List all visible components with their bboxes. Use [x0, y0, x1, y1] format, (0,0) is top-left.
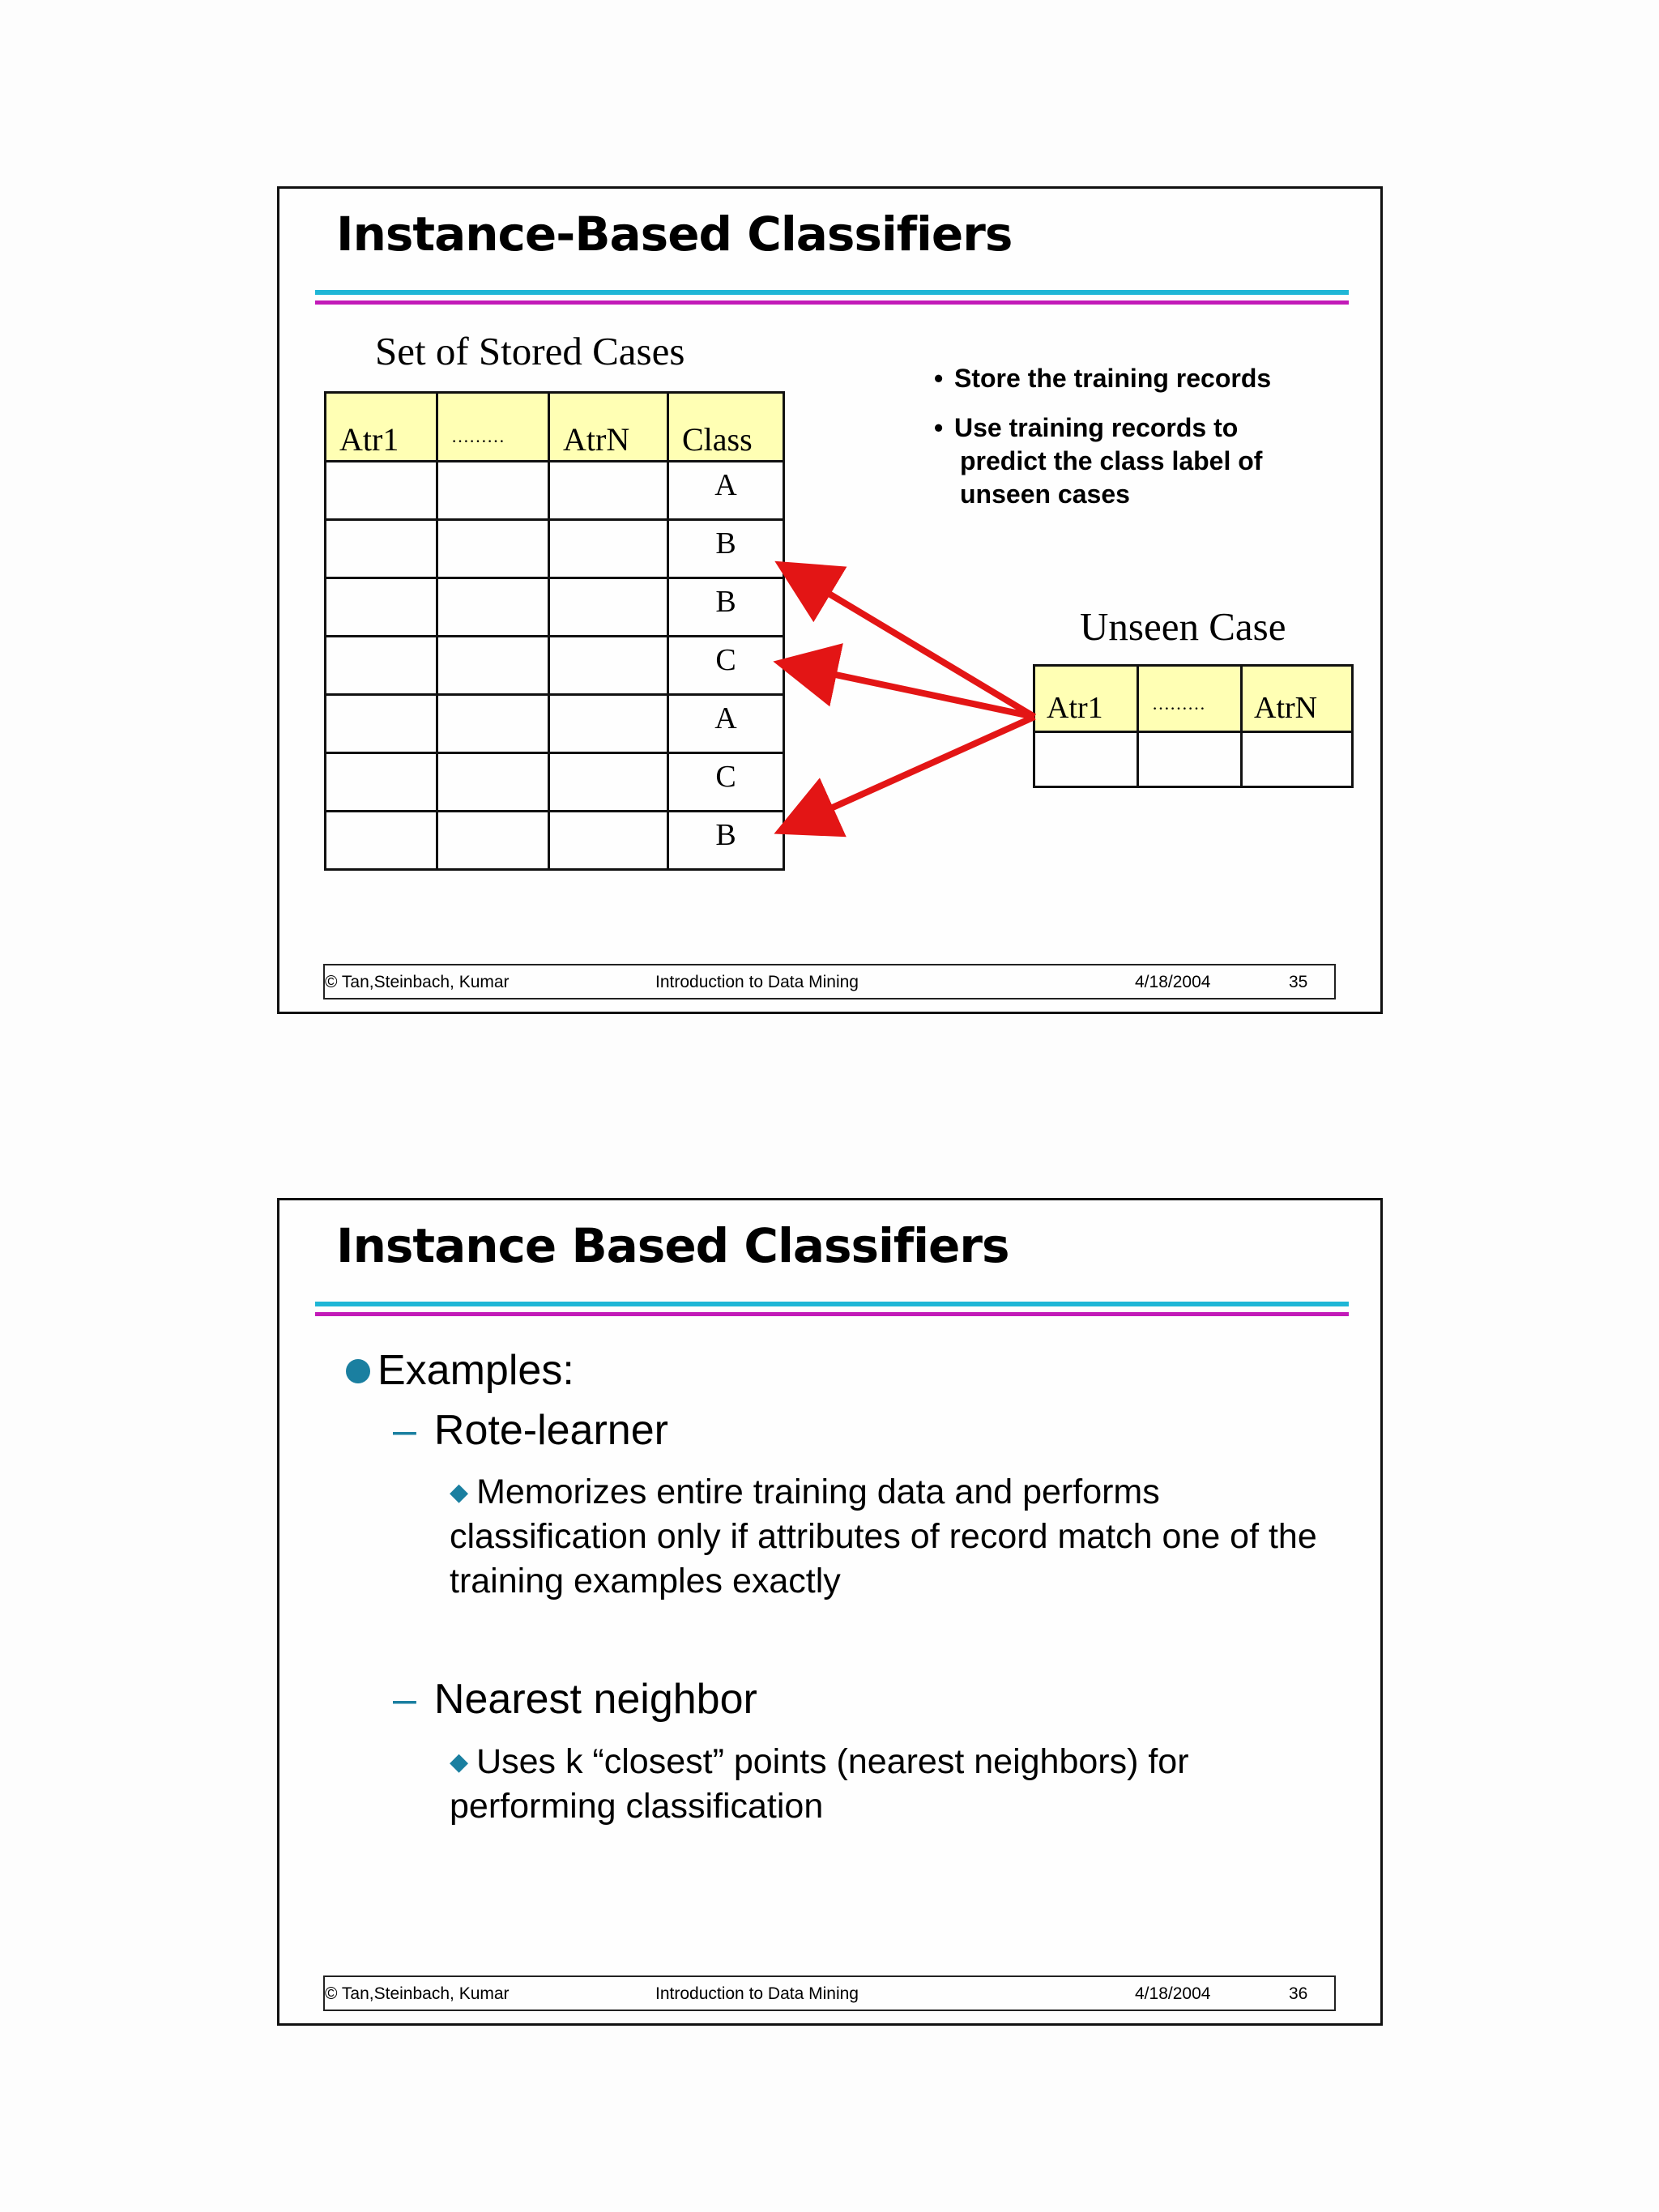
table-cell — [437, 637, 549, 695]
table-cell — [549, 637, 668, 695]
class-cell: B — [668, 812, 784, 870]
class-cell: A — [668, 695, 784, 753]
footer-page-number: 36 — [1289, 1984, 1308, 2003]
table-cell — [1138, 732, 1242, 787]
slide-title: Instance-Based Classifiers — [336, 207, 1013, 262]
title-rule-cyan — [315, 1302, 1349, 1306]
diamond-icon: ◆ — [450, 1749, 469, 1775]
table-header-row — [1034, 666, 1353, 732]
table-header-row — [326, 393, 784, 462]
table-cell — [326, 695, 437, 753]
bullet-store: • Store the training records — [934, 362, 1271, 395]
footer-date: 4/18/2004 — [1135, 1984, 1211, 2003]
nearest-neighbor-item — [393, 1675, 757, 1724]
header-atrn: AtrN — [549, 393, 668, 462]
table-cell — [326, 578, 437, 637]
nearest-neighbor-detail — [450, 1740, 1260, 1829]
header-class: Class — [668, 393, 784, 462]
table-cell — [437, 753, 549, 812]
bullet-line: predict the class label of — [960, 446, 1263, 475]
table-row — [326, 520, 784, 578]
title-rule-magenta — [315, 300, 1349, 305]
stored-cases-table — [324, 391, 785, 871]
bullet-list — [934, 362, 1271, 511]
table-cell — [549, 753, 668, 812]
header-atr1: Atr1 — [326, 393, 437, 462]
rote-learner-detail — [450, 1470, 1357, 1604]
table-cell — [437, 695, 549, 753]
table-cell — [1242, 732, 1353, 787]
table-row — [326, 812, 784, 870]
title-rule-cyan — [315, 290, 1349, 295]
arrow-to-row-7 — [786, 717, 1034, 829]
class-cell: A — [668, 462, 784, 520]
table-row — [1034, 732, 1353, 787]
table-row — [326, 637, 784, 695]
table-cell — [326, 520, 437, 578]
header-ellipsis: ……… — [437, 393, 549, 462]
filled-circle-icon — [346, 1359, 370, 1383]
table-cell — [437, 462, 549, 520]
arrow-to-row-4 — [786, 664, 1034, 717]
footer-copyright: © Tan,Steinbach, Kumar — [325, 1984, 510, 2003]
table-cell — [326, 462, 437, 520]
bullet-line: • Use training records to — [954, 413, 1239, 442]
diamond-icon: ◆ — [450, 1479, 469, 1506]
dash-icon: – — [393, 1407, 416, 1454]
nearest-neighbor-heading: Nearest neighbor — [433, 1676, 757, 1723]
footer-page-number: 35 — [1289, 973, 1308, 991]
table-cell — [549, 812, 668, 870]
table-cell — [437, 578, 549, 637]
class-cell: B — [668, 520, 784, 578]
unseen-case-table — [1033, 664, 1354, 788]
class-cell: C — [668, 753, 784, 812]
examples-bullet — [346, 1346, 574, 1395]
table-cell — [549, 462, 668, 520]
bullet-use — [934, 411, 1271, 511]
table-cell — [1034, 732, 1138, 787]
header-ellipsis: ……… — [1138, 666, 1242, 732]
table-row — [326, 462, 784, 520]
table-cell — [437, 812, 549, 870]
table-cell — [549, 578, 668, 637]
nearest-neighbor-text: Uses k “closest” points (nearest neighbors) for performing classification — [450, 1742, 1189, 1826]
class-cell: C — [668, 637, 784, 695]
header-atr1: Atr1 — [1034, 666, 1138, 732]
table-row — [326, 578, 784, 637]
footer-copyright: © Tan,Steinbach, Kumar — [325, 973, 510, 991]
rote-learner-heading: Rote-learner — [433, 1407, 668, 1454]
bullet-line: unseen cases — [960, 479, 1130, 509]
slide-35 — [277, 186, 1383, 1014]
table-row — [326, 753, 784, 812]
class-cell: B — [668, 578, 784, 637]
header-atrn: AtrN — [1242, 666, 1353, 732]
stored-cases-caption: Set of Stored Cases — [375, 329, 685, 373]
table-cell — [326, 812, 437, 870]
table-cell — [549, 695, 668, 753]
table-cell — [326, 753, 437, 812]
unseen-case-caption: Unseen Case — [1080, 604, 1286, 649]
rote-learner-text: Memorizes entire training data and performs classification only if attributes of record match one of the training examples exactly — [450, 1473, 1317, 1600]
slide-footer — [323, 964, 1336, 999]
title-rule-magenta — [315, 1312, 1349, 1316]
slide-title: Instance Based Classifiers — [336, 1218, 1009, 1273]
table-row — [326, 695, 784, 753]
examples-label: Examples: — [377, 1347, 574, 1394]
footer-course: Introduction to Data Mining — [655, 973, 859, 991]
dash-icon: – — [393, 1676, 416, 1723]
table-cell — [437, 520, 549, 578]
arrow-to-row-2 — [786, 568, 1034, 717]
table-cell — [549, 520, 668, 578]
rote-learner-item — [393, 1406, 668, 1455]
footer-date: 4/18/2004 — [1135, 973, 1211, 991]
slide-36 — [277, 1198, 1383, 2026]
footer-course: Introduction to Data Mining — [655, 1984, 859, 2003]
table-cell — [326, 637, 437, 695]
slide-footer — [323, 1975, 1336, 2011]
